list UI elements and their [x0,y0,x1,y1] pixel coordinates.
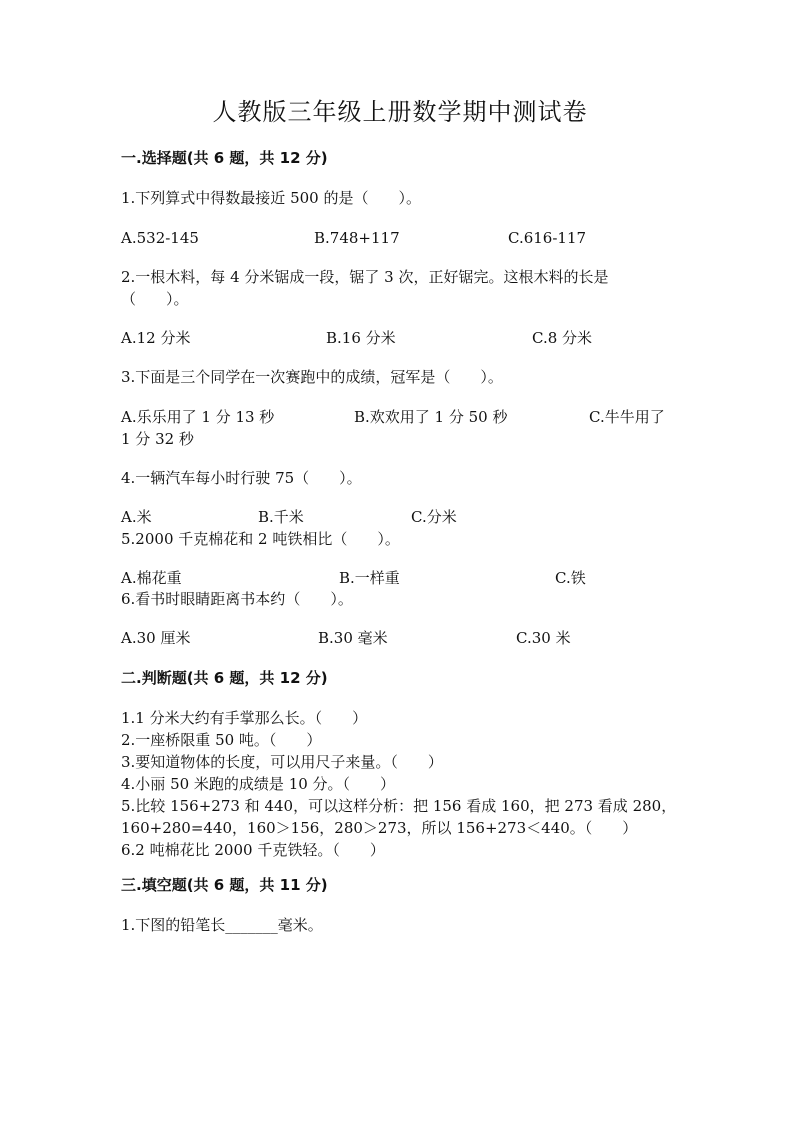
option-a: A.12 分米 [121,329,191,347]
option-a: A.30 厘米 [121,629,191,647]
judgement-line: 1.1 分米大约有手掌那么长。（ ） [121,709,368,727]
question-stem: 5.2000 千克棉花和 2 吨铁相比（ ）。 [121,530,400,548]
option-a: A.米 [121,508,152,526]
judgement-line: 3.要知道物体的长度，可以用尺子来量。（ ） [121,753,443,771]
option-b: B.30 毫米 [318,629,388,647]
option-a: A.乐乐用了 1 分 13 秒 [121,408,275,426]
section-heading-judgement: 二.判断题(共 6 题，共 12 分) [121,669,328,687]
judgement-line: 2.一座桥限重 50 吨。（ ） [121,731,322,749]
fill-line: 1.下图的铅笔长_______毫米。 [121,916,323,934]
option-c: C.616-117 [508,229,587,247]
question-stem-continued: （ ）。 [121,290,189,308]
section-heading-fill: 三.填空题(共 6 题，共 11 分) [121,876,328,894]
option-c: C.牛牛用了 [589,408,665,426]
question-stem: 6.看书时眼睛距离书本约（ ）。 [121,590,353,608]
option-c-continued: 1 分 32 秒 [121,430,194,448]
judgement-line: 6.2 吨棉花比 2000 千克铁轻。（ ） [121,841,385,859]
option-a: A.532-145 [121,229,199,247]
judgement-line: 5.比较 156+273 和 440，可以这样分析：把 156 看成 160，把 273 看成 280， [121,797,677,815]
option-c: C.分米 [411,508,457,526]
question-stem: 4.一辆汽车每小时行驶 75（ ）。 [121,469,362,487]
question-stem: 3.下面是三个同学在一次赛跑中的成绩，冠军是（ ）。 [121,368,503,386]
judgement-line-continued: 160+280=440，160＞156，280＞273，所以 156+273＜440。（ ） [121,819,638,837]
question-stem: 2.一根木料，每 4 分米锯成一段，锯了 3 次，正好锯完。这根木料的长是 [121,268,609,286]
option-b: B.748+117 [314,229,400,247]
option-c: C.铁 [555,569,586,587]
option-b: B.欢欢用了 1 分 50 秒 [354,408,508,426]
option-b: B.千米 [258,508,304,526]
option-b: B.一样重 [339,569,400,587]
option-c: C.30 米 [516,629,571,647]
option-c: C.8 分米 [532,329,593,347]
option-a: A.棉花重 [121,569,182,587]
judgement-line: 4.小丽 50 米跑的成绩是 10 分。（ ） [121,775,396,793]
section-heading-choice: 一.选择题(共 6 题，共 12 分) [121,149,328,167]
question-stem: 1.下列算式中得数最接近 500 的是（ ）。 [121,189,421,207]
option-b: B.16 分米 [326,329,396,347]
page-title: 人教版三年级上册数学期中测试卷 [212,98,588,126]
